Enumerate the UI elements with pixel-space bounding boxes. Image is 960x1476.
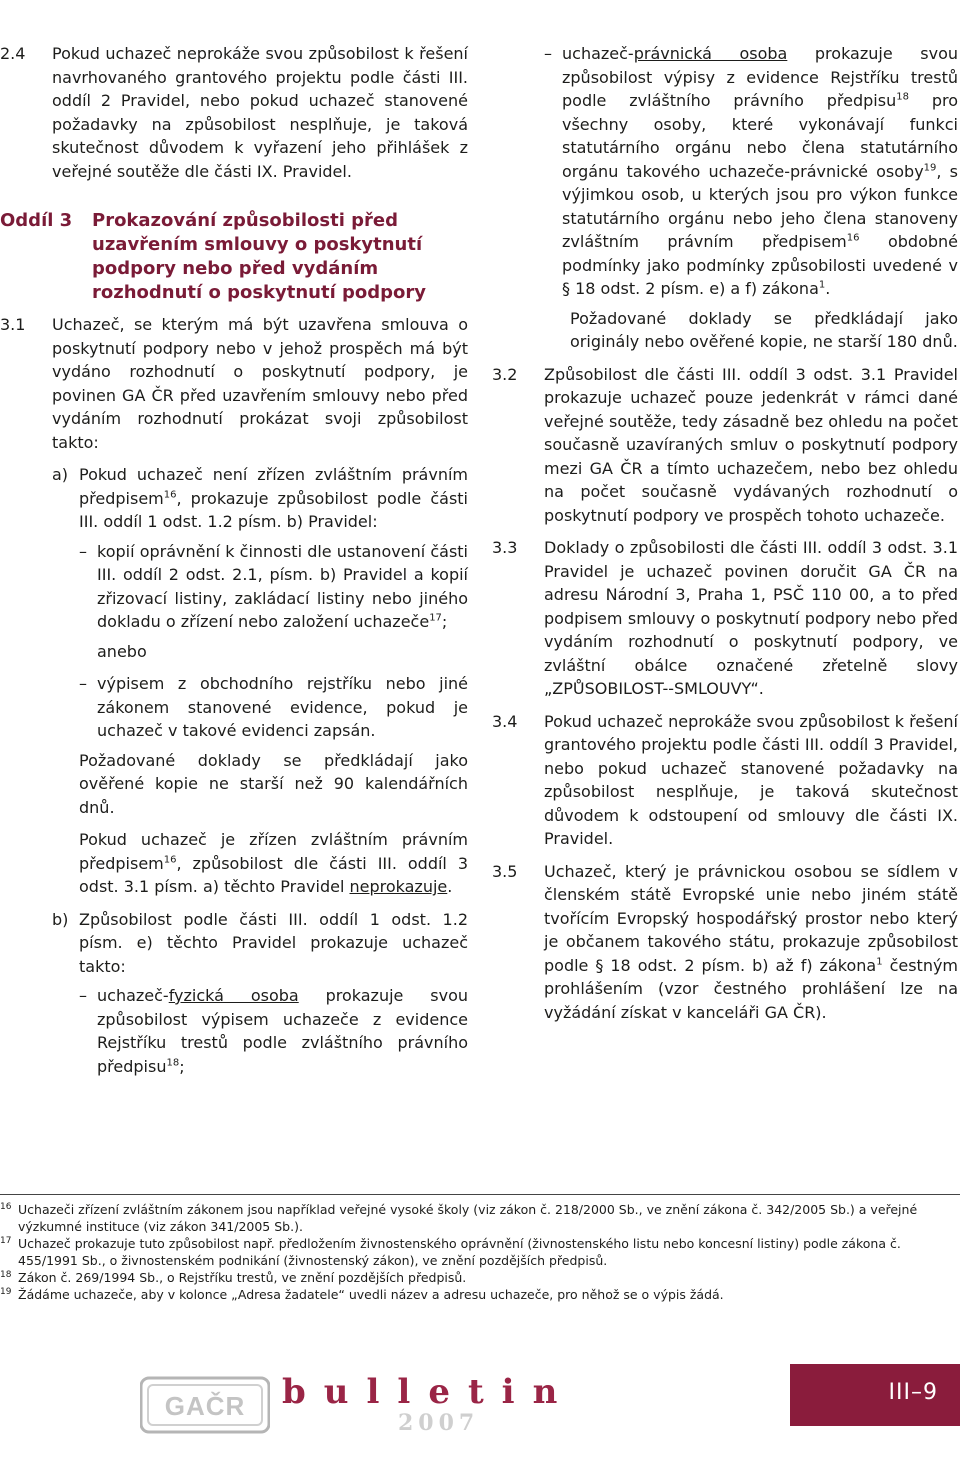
page-number-box (790, 1364, 960, 1426)
paragraph: Požadované doklady se předkládají jako ověřené kopie ne starší než 90 kalendářních dnů. (79, 750, 468, 817)
section-text: Uchazeč, se kterým má být uzavřena smlouva o poskytnutí podpory nebo v jehož prospěch má být vydáno rozhodnutí o poskytnutí podpory, je povinen GA ČR před uzavřením smlouvy nebo před vydáním rozhodnutí prokázat svoji způsobilost takto: (52, 315, 468, 452)
item-b (52, 908, 468, 979)
section-text: Pokud uchazeč neprokáže svou způsobilost k řešení grantového projektu podle části III. oddíl 3 Pravidel, nebo pokud uchazeč stanovené požadavky na způsobilost nesplňuje, je taková skutečnost důvodem k odstoupení od smlouvy dle části IX. Pravidel. (544, 711, 958, 848)
bulletin-wordmark: bulletin (282, 1372, 576, 1412)
dash-item: – uchazeč-fyzická osoba prokazuje svou způsobilost výpisem uchazeče z evidence Rejstříku trestů podle zvláštního právního předpisu$^{18}$; (79, 986, 468, 1076)
item-text: Způsobilost podle části III. oddíl 1 odst. 1.2 písm. e) těchto Pravidel prokazuje uchazeč takto: (79, 909, 468, 976)
section-3-3 (492, 536, 958, 701)
footnote: 17 Uchazeč prokazuje tuto způsobilost např. předložením živnostenského oprávnění (živnostenského listu nebo koncesní listiny) podle zákona č. 455/1991 Sb., o živnostenském podnikání (živnostenský zákon), ve znění pozdějších předpisů. (0, 1236, 901, 1268)
item-label: a) (52, 465, 69, 484)
paragraph: Požadované doklady se předkládají jako originály nebo ověřené kopie, ne starší 180 dnů. (570, 308, 958, 351)
footnote: 19 Žádáme uchazeče, aby v kolonce „Adresa žadatele“ uvedli název a adresu uchazeče, pro něhož se o výpis žádá. (0, 1287, 724, 1302)
section-number: 3.3 (492, 538, 518, 557)
svg-text:GAČR: GAČR (164, 1391, 246, 1421)
section-text: Uchazeč, který je právnickou osobou se sídlem v členském státě Evropské unie nebo jiném státě tvořícím Evropský hospodářský prostor nebo který je občanem takového státu, prokazuje způsobilost podle § 18 odst. 2 písm. b) až f) zákona$^1$ čestným prohlášením (vzor čestného prohlášení lze na vyžádání získat v kanceláři GA ČR). (544, 861, 959, 1022)
footnotes (0, 1194, 960, 1303)
section-3-1-items (0, 463, 468, 1078)
section-3-5 (492, 860, 958, 1025)
page-number: III–9 (888, 1380, 938, 1405)
section-number: 3.2 (492, 364, 518, 384)
footnote: 18 Zákon č. 269/1994 Sb., o Rejstříku trestů, ve znění pozdějších předpisů. (0, 1270, 467, 1285)
dash-item: – uchazeč-právnická osoba prokazuje svou způsobilost výpisy z evidence Rejstříku trestů podle zvláštního právního předpisu$^{18}$ pro všechny osoby, které vykonávají funkci statutárního orgánu nebo člena statutárního orgánu takového uchazeče-právnické osoby$^{19}$, s výjimkou osob, u kterých jsou pro výkon funkce statutárního orgánu nebo jeho člena stanoveny zvláštním právním předpisem$^{16}$ obdobné podmínky jako podmínky způsobilosti uvedené v § 18 odst. 2 písm. e) a f) zákona$^1$. (544, 44, 958, 298)
item-b-content (52, 984, 468, 1078)
section-text: Způsobilost dle části III. oddíl 3 odst. 3.1 Pravidel prokazuje uchazeč pouze jedenkrát v rámci dané veřejné soutěže, tedy zásadně bez ohledu na počet současně uzavíraných smluv o poskytnutí podpory mezi GA ČR a tímto uchazečem, nebo bez ohledu na počet současně vydávaných rozhodnutí o poskytnutí podpory ve prospěch tohoto uchazeče. (544, 364, 958, 525)
section-number: 3.1 (0, 315, 26, 334)
section-number: 3.5 (492, 861, 518, 881)
section-2-4 (0, 42, 468, 183)
heading-number: Oddíl 3 (0, 210, 73, 231)
heading-title: Prokazování způsobilosti před uzavřením smlouvy o poskytnutí podpory nebo před vydáním rozhodnutí o poskytnutí podpory (92, 210, 427, 303)
section-text: Pokud uchazeč neprokáže svou způsobilost k řešení navrhovaného grantového projektu podle části III. oddíl 2 Pravidel, nebo pokud uchazeč stanovené požadavky na způsobilost nesplňuje, je taková skutečnost důvodem k vyřazení jeho přihlášek z veřejné soutěže dle části IX. Pravidel. (52, 44, 468, 181)
year-label: 2007 (398, 1410, 480, 1436)
section-3-1 (0, 313, 468, 454)
dash-item: – kopií oprávnění k činnosti dle ustanovení části III. oddíl 2 odst. 2.1, písm. b) Pravidel a kopií zřizovací listiny, zakládací listiny nebo jiného dokladu o zřízení nebo založení uchazeče$^{17}$; (79, 541, 468, 631)
item-a-content (52, 540, 468, 899)
anebo-text: anebo (97, 641, 147, 661)
item-text: Pokud uchazeč není zřízen zvláštním právním předpisem$^{16}$, prokazuje způsobilost podle části III. oddíl 1 odst. 1.2 písm. b) Pravidel: (79, 465, 468, 531)
section-text: Doklady o způsobilosti dle části III. oddíl 3 odst. 3.1 Pravidel je uchazeč povinen doručit GA ČR na adresu Národní 3, Praha 1, PSČ 110 00, a to před podpisem smlouvy o poskytnutí podpory nebo před vydáním rozhodnutí o poskytnutí podpory, ve zvláštní obálce označené zřetelně slovy „ZPŮSOBILOST--SMLOUVY“. (544, 538, 958, 698)
right-column (492, 42, 958, 1033)
gacr-logo (140, 1374, 270, 1436)
section-heading (0, 209, 468, 305)
item-a (52, 463, 468, 534)
item-label: b) (52, 909, 69, 929)
right-continuation (492, 42, 958, 354)
left-column (0, 42, 468, 1084)
footnote: 16 Uchazeči zřízení zvláštním zákonem jsou například veřejné vysoké školy (viz zákon č. 218/2000 Sb., ve znění zákona č. 342/2005 Sb.) a veřejné výzkumné instituce (viz zákon 341/2005 Sb.). (0, 1202, 918, 1234)
section-3-4 (492, 710, 958, 851)
dash-item: – výpisem z obchodního rejstříku nebo jiné zákonem stanovené evidence, pokud je uchazeč v takové evidenci zapsán. (79, 674, 468, 740)
section-3-2 (492, 363, 958, 528)
section-number: 2.4 (0, 44, 26, 63)
section-number: 3.4 (492, 711, 518, 731)
paragraph: Pokud uchazeč je zřízen zvláštním právním předpisem$^{16}$, způsobilost dle části III. oddíl 3 odst. 3.1 písm. a) těchto Pravidel neprokazuje. (79, 830, 468, 896)
